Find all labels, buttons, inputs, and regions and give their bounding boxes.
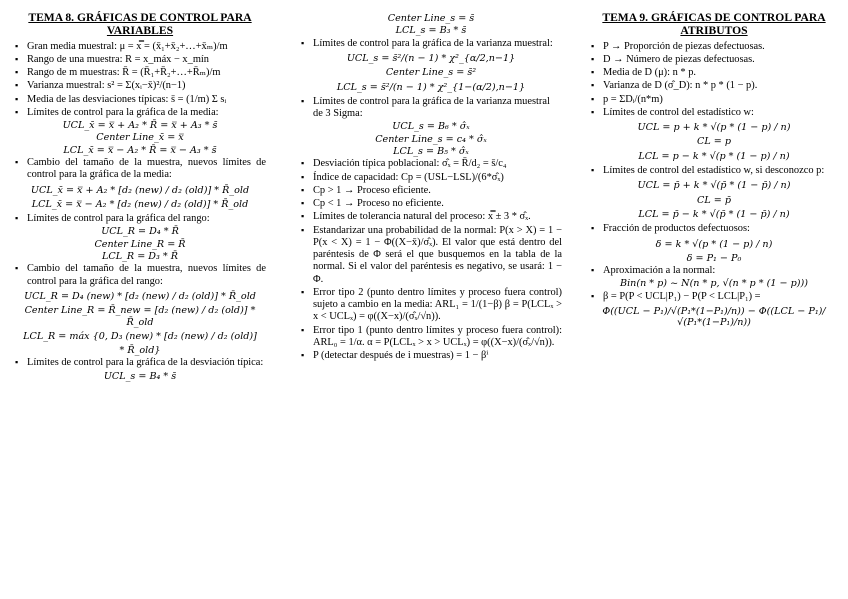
list-item: ▪ Rango de m muestras: R̄ = (R̄₁+R̄₂+…+R̄ₘ)/m [14,67,266,79]
equation: LCL_R = D₃ * R̄ [102,251,178,263]
list-item: ▪ Varianza de D (σ̂_D): n * p * (1 − p). [590,80,838,92]
equation: Bin(n * p) ~ N(n * p, √(n * p * (1 − p))) [620,278,808,290]
equation: UCL_s = B₄ * s̄ [103,370,177,382]
equation: * R̄_old} [119,345,161,357]
list-item: ▪ P (detectar después de i muestras) = 1 − βⁱ [300,350,562,362]
list-item: ▪ Rango de una muestra: R = x_máx − x_mín [14,54,266,66]
list-item: ▪ Cambio del tamaño de la muestra, nuevos límites de control para la gráfica del rango: [14,263,266,288]
list-item: ▪ Varianza muestral: s² = Σ(xᵢ−x̄)²/(n−1) [14,80,266,92]
equation: Center Line_R = R̄_new = [d₂ (new) / d₂ (old)] * R̄_old [24,305,256,328]
column-1 [14,12,266,383]
equation: Φ((UCL − P₁)/√(P₁*(1−P₁)/n)) − Φ((LCL − P₁)/√(P₁*(1−P₁)/n)) [602,305,826,329]
list-item: ▪ Media de D (μ): n * p. [590,67,838,79]
equation: UCL_x̄ = x̿ + A₂ * R̄ = x̿ + A₃ * s̄ [62,120,218,132]
equation: LCL_s = B₅ * σ̂ₓ [393,145,469,157]
list-item: ▪ Índice de capacidad: Cp = (USL−LSL)/(6*σ̂ₓ) [300,172,562,184]
list-item: ▪ Cambio del tamaño de la muestra, nuevos límites de control para la gráfica de la media: [14,157,266,182]
section-title-tema8: TEMA 8. GRÁFICAS DE CONTROL PARA VARIABLES [28,11,252,37]
equation: LCL = p̄ − k * √(p̄ * (1 − p̄) / n) [638,208,790,220]
list-item: ▪ Límites de control del estadístico w: [590,107,838,119]
column-2 [300,12,562,364]
equation: CL = p̄ [697,194,731,206]
list-item: ▪ Gran media muestral: μ = x̿ = (x̄₁+x̄₂+…+x̄ₘ)/m [14,41,266,53]
list-item: ▪ Cp > 1 → Proceso eficiente. [300,185,562,197]
list-item: ▪ Error tipo 2 (punto dentro límites y proceso fuera control) sujeto a cambio en la media: ARL₁ = 1/(1−β) β = P(LCLₓ > x < UCLₓ) = φ((X−x)/(σ̂ₓ/√n)). [300,287,562,324]
equation: Center Line_x̄ = x̿ [96,132,184,144]
list-item: ▪ Estandarizar una probabilidad de la normal: P(x > X) = 1 − P(x < X) = 1 − Φ((X−x̄)/σ̂ₓ). El valor que está dentro del paréntesis de Φ será el que busquemos en la tabla de la normal. Si el valor del paréntesis es negativo, se usará: 1 − Φ. [300,225,562,286]
equation: δ = k * √(p * (1 − p) / n) [655,238,773,250]
equation: UCL_x̄ = x̿ + A₂ * [d₂ (new) / d₂ (old)] * R̄_old [30,184,250,196]
list-item: ▪ Cp < 1 → Proceso no eficiente. [300,198,562,210]
equation: CL = p [697,136,731,148]
list-item: ▪ P → Proporción de piezas defectuosas. [590,41,838,53]
list-item: ▪ Desviación típica poblacional: σ̂ₓ = R̄/d₂ = s̄/c₄ [300,158,562,170]
equation: UCL_s = B₆ * σ̂ₓ [392,121,470,133]
equation: UCL_R = D₄ * R̄ [101,226,179,238]
list-item: ▪ p = ΣDᵢ/(n*m) [590,94,838,106]
list-item: ▪ Límites de control para la gráfica de la varianza muestral de 3 Sigma: [300,96,562,121]
equation: δ = P₁ − P₀ [686,252,742,264]
list-item: ▪ Límites de control para la gráfica de la desviación típica: [14,357,266,369]
equation: Center Line_s = s̄² [385,67,477,79]
list-item: ▪ Límites de control para la gráfica de la media: [14,107,266,119]
list-item: ▪ D → Número de piezas defectuosas. [590,54,838,66]
list-item: ▪ β = P(P < UCL|P₁) − P(P < LCL|P₁) = [590,291,838,303]
equation: LCL_R = máx {0, D₃ (new) * [d₂ (new) / d₂ (old)] [23,330,257,342]
list-item: ▪ Fracción de productos defectuosos: [590,223,838,235]
equation: UCL = p̄ + k * √(p̄ * (1 − p̄) / n) [637,180,791,192]
list-item: ▪ Límites de control para la gráfica de la varianza muestral: [300,38,562,50]
equation: UCL = p + k * √(p * (1 − p) / n) [637,122,791,134]
equation: Center Line_s = s̄ [387,13,475,24]
equation: LCL_s = s̄²/(n − 1) * χ²_{1−(α/2),n−1} [336,81,526,93]
list-item: ▪ Media de las desviaciones típicas: s̄ = (1/m) Σ sᵢ [14,94,266,106]
equation: UCL_R = D₄ (new) * [d₂ (new) / d₂ (old)] * R̄_old [24,290,256,302]
equation: Center Line_s = c₄ * σ̂ₓ [375,133,487,145]
list-item: ▪ Aproximación a la normal: [590,265,838,277]
list-item: ▪ Límites de tolerancia natural del proceso: x̿ ± 3 * σ̂ₓ. [300,211,562,223]
equation: LCL_x̄ = x̿ − A₂ * R̄ = x̿ − A₃ * s̄ [63,144,217,156]
equation: LCL_x̄ = x̿ − A₂ * [d₂ (new) / d₂ (old)] * R̄_old [31,198,249,210]
list-item: ▪ Límites de control para la gráfica del rango: [14,213,266,225]
equation: UCL_s = s̄²/(n − 1) * χ²_{α/2,n−1} [346,52,516,64]
section-title-tema9: TEMA 9. GRÁFICAS DE CONTROL PARA ATRIBUTOS [602,11,826,37]
column-3 [590,12,838,332]
equation: LCL = p − k * √(p * (1 − p) / n) [638,150,790,162]
list-item: ▪ Límites de control del estadístico w, si desconozco p: [590,165,838,177]
equation: Center Line_R = R̄ [94,238,186,250]
list-item: ▪ Error tipo 1 (punto dentro límites y proceso fuera control): ARL₀ = 1/α. α = P(LCLₓ > x > UCLₓ) = φ((X−x)/(σ̂ₓ/√n)). [300,325,562,350]
equation: LCL_s = B₃ * s̄ [395,25,467,37]
